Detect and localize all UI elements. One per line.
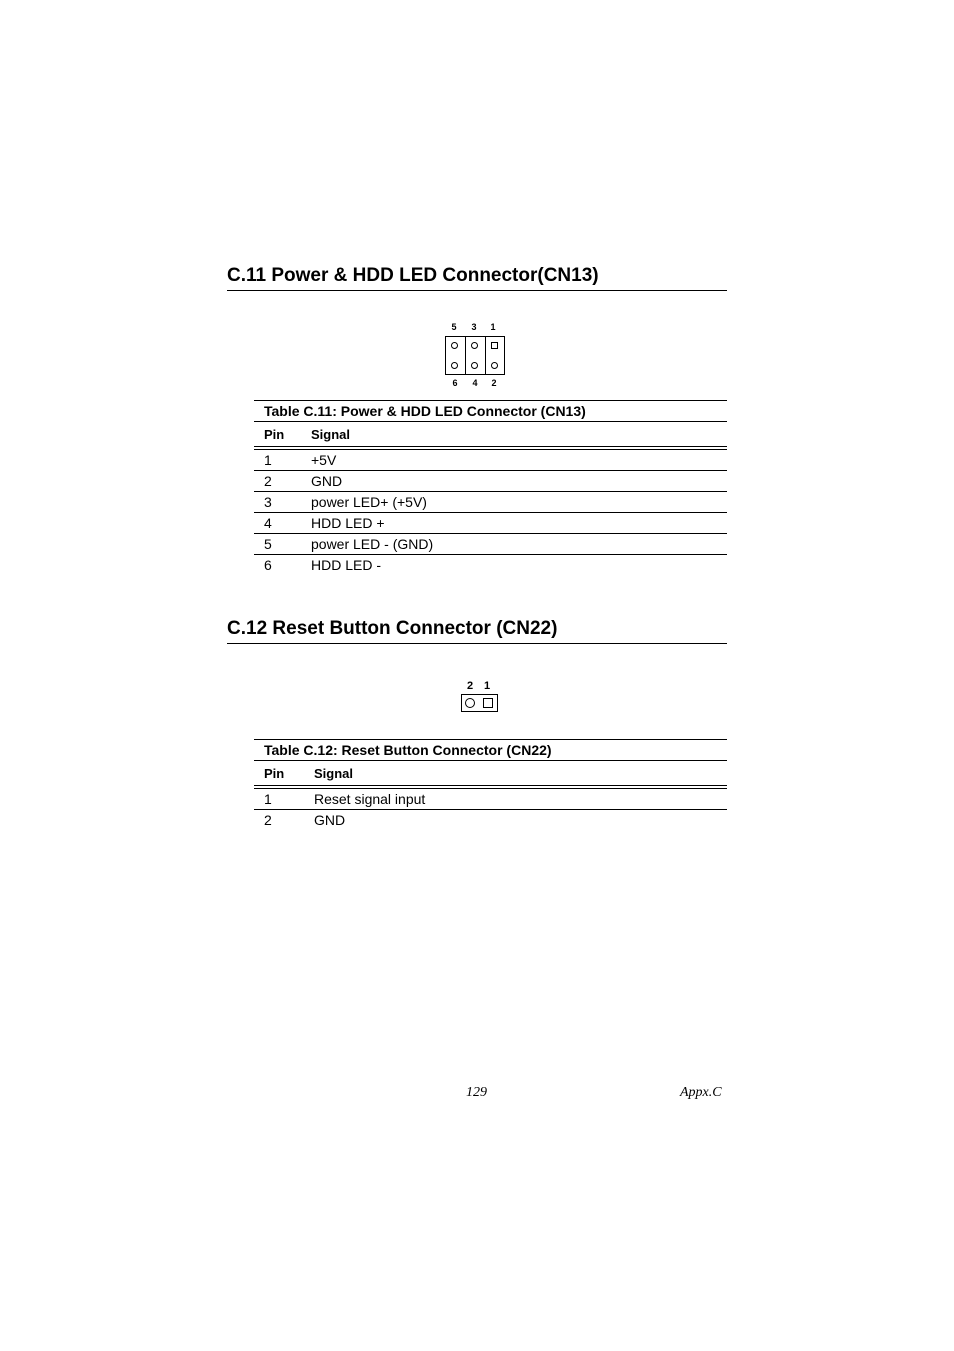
section-heading-cn13: C.11 Power & HDD LED Connector(CN13)	[227, 264, 727, 291]
table-row	[254, 534, 727, 555]
pin-cell: 1	[264, 791, 272, 807]
column-header-signal: Signal	[311, 426, 351, 442]
pin-label: 2	[491, 378, 497, 388]
column-header-pin: Pin	[264, 426, 285, 442]
cn22-pin-table	[254, 739, 727, 830]
pin-cell: 2	[264, 473, 272, 489]
pin-4-icon	[471, 362, 478, 369]
table-row	[254, 492, 727, 513]
section-heading-cn22: C.12 Reset Button Connector (CN22)	[227, 617, 727, 644]
table-caption: Table C.12: Reset Button Connector (CN22)	[254, 739, 727, 761]
table-row	[254, 450, 727, 471]
pin-label: 2	[466, 680, 474, 692]
cn13-pin-diagram	[444, 322, 506, 388]
connector-divider	[465, 336, 466, 375]
signal-cell: +5V	[311, 452, 337, 468]
pin-label: 5	[451, 322, 457, 332]
pin-3-icon	[471, 342, 478, 349]
pin-label: 6	[452, 378, 458, 388]
connector-divider	[485, 336, 486, 375]
pin-1-icon	[483, 698, 493, 708]
table-header	[254, 761, 727, 789]
pin-label: 1	[483, 680, 491, 692]
table-row	[254, 789, 727, 810]
pin-cell: 1	[264, 452, 272, 468]
signal-cell: GND	[314, 812, 346, 828]
table-header	[254, 422, 727, 450]
pin-label: 3	[471, 322, 477, 332]
pin-1-icon	[491, 342, 498, 349]
pin-cell: 3	[264, 494, 272, 510]
pin-label: 4	[472, 378, 478, 388]
pin-cell: 2	[264, 812, 272, 828]
pin-6-icon	[451, 362, 458, 369]
table-caption: Table C.11: Power & HDD LED Connector (CN13)	[254, 400, 727, 422]
table-row	[254, 810, 727, 830]
pin-2-icon	[465, 698, 475, 708]
column-header-signal: Signal	[314, 765, 354, 781]
signal-cell: Reset signal input	[314, 791, 426, 807]
column-header-pin: Pin	[264, 765, 285, 781]
pin-cell: 6	[264, 557, 272, 573]
pin-cell: 5	[264, 536, 272, 552]
signal-cell: HDD LED +	[311, 515, 385, 531]
cn22-pin-diagram	[460, 680, 500, 714]
cn13-pin-table	[254, 400, 727, 575]
table-row	[254, 513, 727, 534]
page-number: 129	[466, 1085, 487, 1100]
pin-label: 1	[490, 322, 496, 332]
table-row	[254, 555, 727, 575]
signal-cell: power LED - (GND)	[311, 536, 434, 552]
signal-cell: power LED+ (+5V)	[311, 494, 427, 510]
signal-cell: HDD LED -	[311, 557, 382, 573]
signal-cell: GND	[311, 473, 343, 489]
pin-5-icon	[451, 342, 458, 349]
table-row	[254, 471, 727, 492]
pin-cell: 4	[264, 515, 272, 531]
appendix-label: Appx.C	[680, 1085, 722, 1100]
pin-2-icon	[491, 362, 498, 369]
